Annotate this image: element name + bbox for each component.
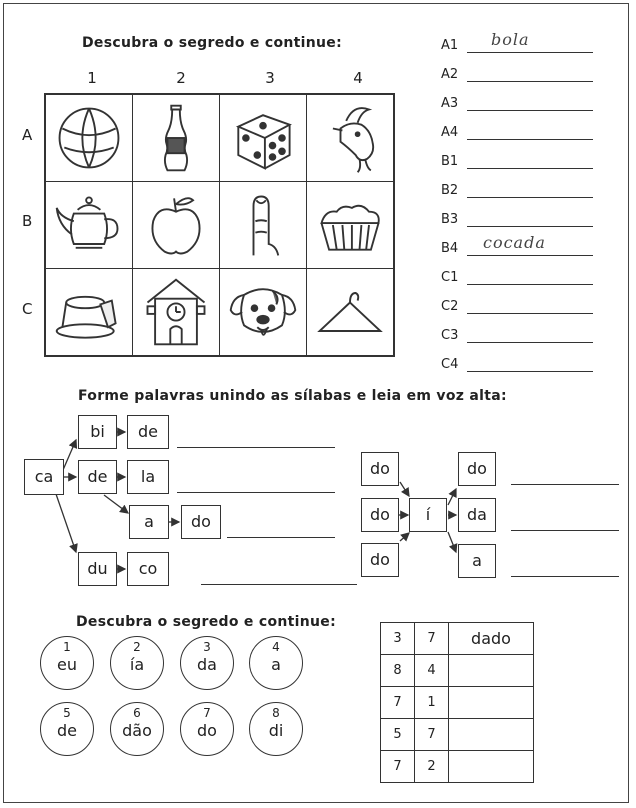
section2-title: Forme palavras unindo as sílabas e leia em voz alta: <box>78 388 507 404</box>
syllable-de-la[interactable]: la <box>127 460 169 494</box>
answer-b1-label: B1 <box>441 154 459 169</box>
syllable-ca[interactable]: ca <box>24 459 64 495</box>
syllable-a-do[interactable]: do <box>181 505 221 539</box>
syllable-circle-6: 6 dão <box>110 702 164 756</box>
answer-line-ida[interactable] <box>511 530 619 531</box>
column-1-label: 1 <box>87 69 97 87</box>
syllable-bi-de[interactable]: de <box>127 415 169 449</box>
answer-a2-label: A2 <box>441 67 459 82</box>
answer-c1-label: C1 <box>441 270 459 285</box>
syllable-do-in-1[interactable]: do <box>361 452 399 486</box>
column-3-label: 3 <box>265 69 275 87</box>
row-a-label: A <box>22 126 33 144</box>
syllable-circle-1: 1 eu <box>40 636 94 690</box>
answer-b3-label: B3 <box>441 212 459 227</box>
syllable-de[interactable]: de <box>78 460 117 494</box>
code-answer-cell[interactable] <box>449 687 534 719</box>
syllable-do-in-2[interactable]: do <box>361 498 399 532</box>
code-row: 7 1 <box>381 687 534 719</box>
syllable-du-co[interactable]: co <box>127 552 169 586</box>
section1-title: Descubra o segredo e continue: <box>82 35 342 51</box>
code-answer-cell[interactable] <box>449 655 534 687</box>
section3-title: Descubra o segredo e continue: <box>76 614 336 630</box>
code-answer-cell[interactable] <box>449 719 534 751</box>
syllable-a[interactable]: a <box>129 505 169 539</box>
answer-line-ado[interactable] <box>227 537 335 538</box>
answer-line-duco[interactable] <box>201 584 357 585</box>
answer-line-ia[interactable] <box>511 576 619 577</box>
answer-c2-label: C2 <box>441 299 459 314</box>
syllable-circle-2: 2 ía <box>110 636 164 690</box>
syllable-a-out[interactable]: a <box>458 544 496 578</box>
syllable-i-center[interactable]: í <box>409 498 447 532</box>
row-c-label: C <box>22 300 33 318</box>
answer-b4-label: B4 <box>441 241 459 256</box>
code-answer-cell[interactable]: dado <box>449 623 534 655</box>
answer-c4-label: C4 <box>441 357 459 372</box>
syllable-circle-4: 4 a <box>249 636 303 690</box>
code-table <box>380 622 534 783</box>
answer-line-bide[interactable] <box>177 447 335 448</box>
syllable-circle-7: 7 do <box>180 702 234 756</box>
answer-line-dela[interactable] <box>177 492 335 493</box>
answer-line-ido[interactable] <box>511 484 619 485</box>
code-row: 5 7 <box>381 719 534 751</box>
syllable-du[interactable]: du <box>78 552 117 586</box>
answer-a4-label: A4 <box>441 125 459 140</box>
syllable-do-in-3[interactable]: do <box>361 543 399 577</box>
answer-b4-value: cocada <box>483 233 546 252</box>
answer-b2-label: B2 <box>441 183 459 198</box>
syllable-do-out[interactable]: do <box>458 452 496 486</box>
answer-a1-label: A1 <box>441 38 459 53</box>
syllable-da-out[interactable]: da <box>458 498 496 532</box>
column-4-label: 4 <box>353 69 363 87</box>
column-2-label: 2 <box>176 69 186 87</box>
syllable-circle-5: 5 de <box>40 702 94 756</box>
code-row: 3 7 dado <box>381 623 534 655</box>
syllable-circle-8: 8 di <box>249 702 303 756</box>
answer-a3-label: A3 <box>441 96 459 111</box>
answer-a1-value: bola <box>491 30 530 49</box>
syllable-bi[interactable]: bi <box>78 415 117 449</box>
row-b-label: B <box>22 212 33 230</box>
answer-c3-label: C3 <box>441 328 459 343</box>
code-answer-cell[interactable] <box>449 751 534 783</box>
code-row: 8 4 <box>381 655 534 687</box>
syllable-circle-3: 3 da <box>180 636 234 690</box>
code-row: 7 2 <box>381 751 534 783</box>
